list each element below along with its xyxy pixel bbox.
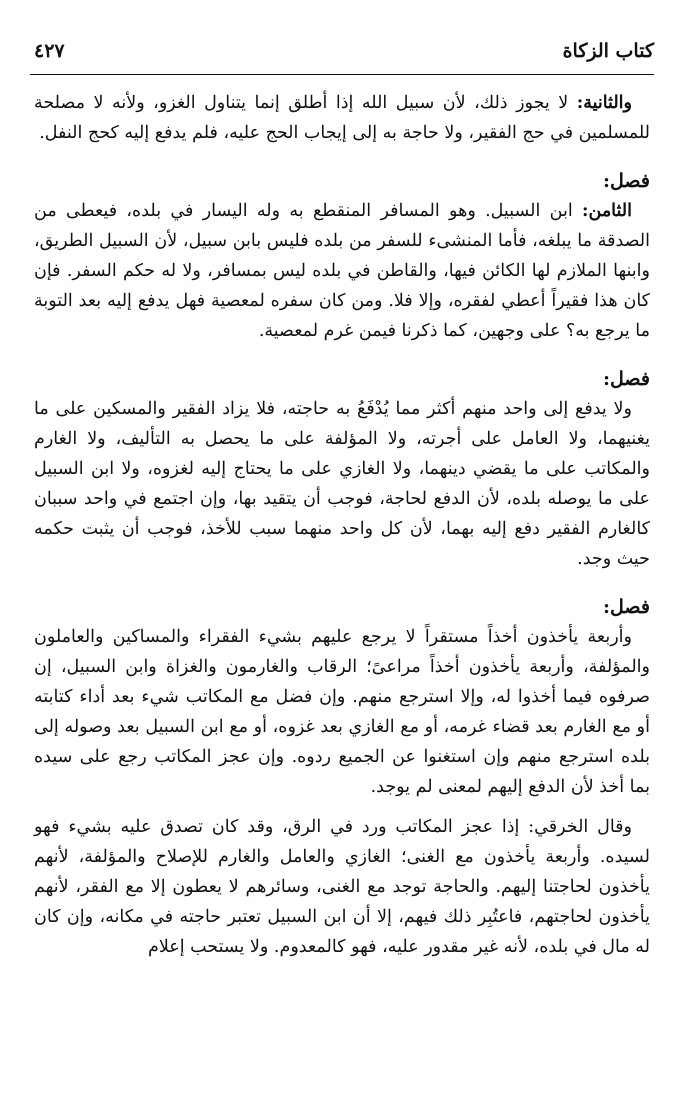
page-body bbox=[34, 88, 650, 962]
running-title: كتاب الزكاة bbox=[562, 40, 654, 62]
paragraph-lead: الثامن: bbox=[582, 201, 632, 221]
paragraph bbox=[34, 88, 650, 148]
section-heading: فصل: bbox=[603, 170, 650, 192]
paragraph-text: لا يجوز ذلك، لأن سبيل الله إذا أطلق إنما يتناول الغزو، ولأنه لا مصلحة للمسلمين في حج الفقير، ولا حاجة به إلى إيجاب الحج عليه، فلم يدفع إليه كحج النفل. bbox=[34, 93, 650, 143]
paragraph-text: ابن السبيل. وهو المسافر المنقطع به وله اليسار في بلده، فيعطى من الصدقة ما يبلغه، فأما المنشىء للسفر من بلده فليس بابن سبيل، لأن السبيل الطريق، وابنها الملازم لها الكائن فيها، والقاطن في بلده ليس بمسافر، ولا له حكم السفر. فإن كان هذا فقيراً أعطي لفقره، وإلا فلا. ومن كان سفره لمعصية فهل يدفع إليه بعد التوبة ما يرجع به؟ على وجهين، كما ذكرنا فيمن غرم لمعصية. bbox=[34, 201, 650, 341]
section-heading: فصل: bbox=[603, 596, 650, 618]
paragraph: وقال الخرقي: إذا عجز المكاتب ورد في الرق، وقد كان تصدق عليه بشيء فهو لسيده. وأربعة يأخذون مع الغنى؛ الغازي والعامل والغارم للإصلاح والمؤلفة، لأنهم يأخذون لحاجتنا إليهم. والحاجة توجد مع الغنى، وسائرهم لا يعطون إلا مع الفقر، لأنهم يأخذون لحاجتهم، فاعتُبِر ذلك فيهم، إلا أن ابن السبيل تعتبر حاجته في مكانه، وإن كان له مال في بلده، لأنه غير مقدور عليه، فهو كالمعدوم. ولا يستحب إعلام bbox=[34, 817, 650, 957]
section-heading: فصل: bbox=[603, 368, 650, 390]
page-number: ٤٢٧ bbox=[34, 40, 65, 62]
paragraph-lead: والثانية: bbox=[576, 93, 632, 113]
paragraph: ولا يدفع إلى واحد منهم أكثر مما يُدْفَعُ به حاجته، فلا يزاد الفقير والمسكين على ما يغنيهما، ولا العامل على أجرته، ولا المؤلفة على ما يحصل به التأليف، ولا الغارم والمكاتب على ما يقضي دينهما، ولا الغازي على ما يحتاج إليه لغزوه، ولا ابن السبيل على ما يوصله بلده، لأن الدفع لحاجة، فوجب أن يتقيد بها، وإن اجتمع في واحد سببان كالغارم الفقير دفع إليه بهما، لأن كل واحد منهما سبب للأخذ، فوجب أن يثبت حكمه حيث وجد. bbox=[34, 399, 650, 569]
paragraph: وأربعة يأخذون أخذاً مستقراً لا يرجع عليهم بشيء الفقراء والمساكين والعاملون والمؤلفة، وأربعة يأخذون أخذاً مراعىً؛ الرقاب والغارمون والغزاة وابن السبيل، إن صرفوه فيما أخذوا له، وإلا استرجع منهم. وإن فضل مع المكاتب شيء بعد أداء كتابته أو مع الغارم بعد قضاء غرمه، أو مع الغازي بعد غزوه، أو مع ابن السبيل بعد وصوله إلى بلده استرجع منهم وإن استغنوا عن الجميع ردوه. وإن عجز المكاتب رجع على سيده بما أخذ لأن الدفع إليهم لمعنى لم يوجد. bbox=[34, 627, 650, 797]
paragraph bbox=[34, 196, 650, 346]
page-header bbox=[30, 34, 654, 75]
